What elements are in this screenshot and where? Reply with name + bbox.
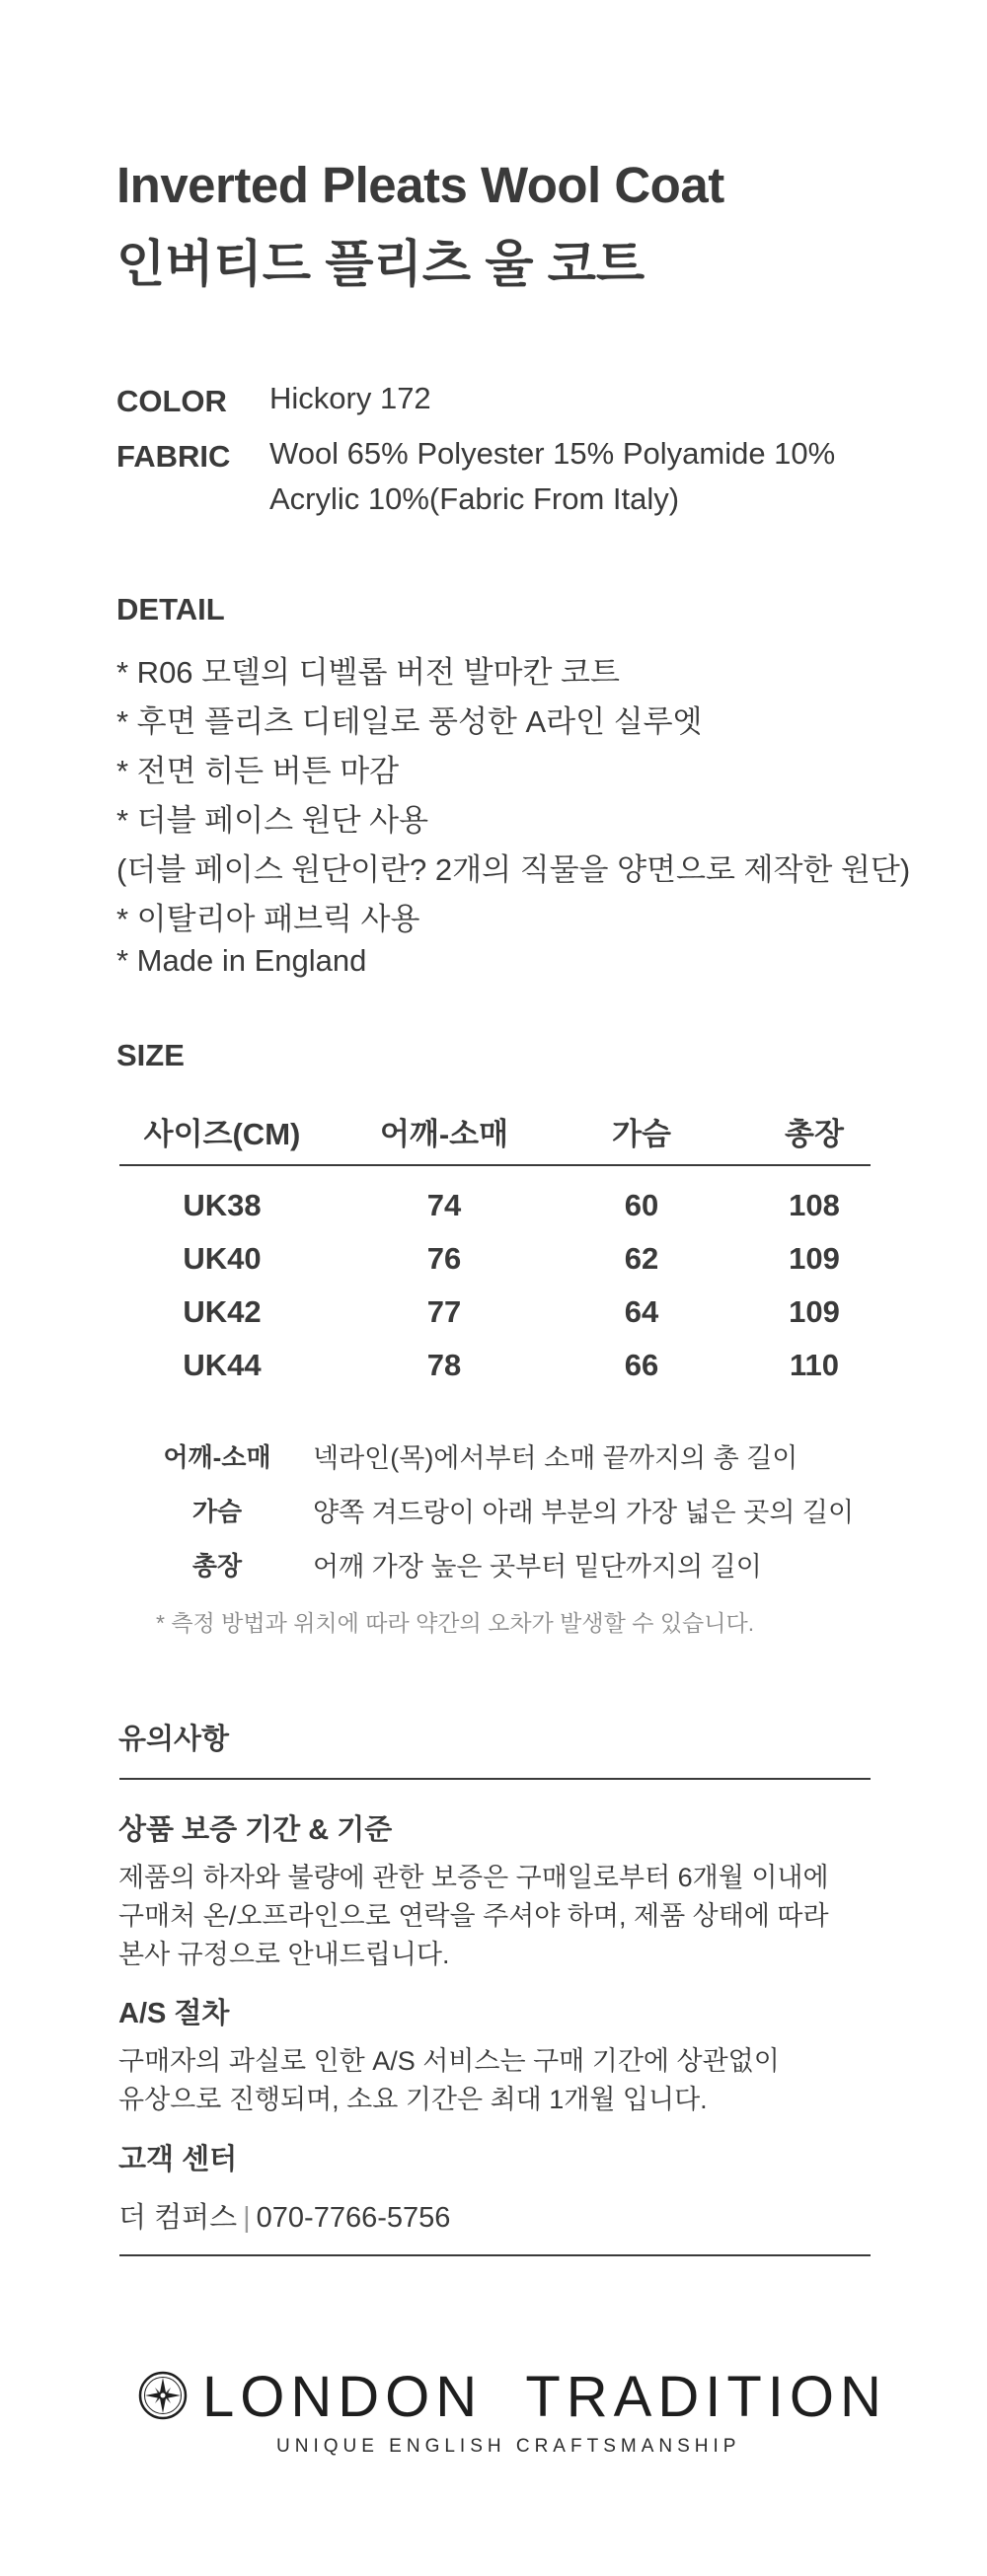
brand-tagline: UNIQUE ENGLISH CRAFTSMANSHIP [276,2436,741,2457]
size-header-length: 총장 [785,1117,844,1151]
detail-line: * R06 모델의 디벨롭 버전 발마칸 코트 [116,655,620,690]
table-cell: 74 [426,1188,462,1222]
fabric-label: FABRIC [116,439,231,474]
size-table-divider [119,1164,871,1166]
warranty-text-line: 제품의 하자와 불량에 관한 보증은 구매일로부터 6개월 이내에 [118,1863,829,1892]
table-cell: UK40 [183,1241,262,1276]
brand-name: LONDON TRADITION [202,2365,887,2429]
customer-center-name: 더 컴퍼스 [118,2202,238,2234]
table-cell: 62 [624,1241,659,1276]
as-heading: A/S 절차 [118,1998,230,2029]
detail-label: DETAIL [116,592,225,626]
compass-star-icon [138,2371,188,2420]
product-title-ko: 인버티드 플리츠 울 코트 [116,236,645,292]
warranty-heading: 상품 보증 기간 & 기준 [118,1814,393,1846]
size-label: SIZE [116,1038,185,1072]
color-value: Hickory 172 [269,381,431,415]
detail-line: * 후면 플리츠 디테일로 풍성한 A라인 실루엣 [116,704,703,739]
contact-separator: | [243,2202,251,2234]
size-header-size: 사이즈(CM) [143,1117,301,1151]
legend-term: 총장 [191,1551,243,1581]
size-header-shoulder-sleeve: 어깨-소매 [379,1117,509,1151]
fabric-value-line1: Wool 65% Polyester 15% Polyamide 10% [269,436,836,471]
legend-term: 가슴 [191,1497,243,1526]
customer-center-phone[interactable]: 070-7766-5756 [256,2202,451,2234]
color-label: COLOR [116,384,227,418]
detail-line: * Made in England [116,943,367,978]
measurement-note: * 측정 방법과 위치에 따라 약간의 오차가 발생할 수 있습니다. [156,1610,755,1636]
detail-line: * 더블 페이스 원단 사용 [116,803,429,838]
legend-definition: 양쪽 겨드랑이 아래 부분의 가장 넓은 곳의 길이 [313,1498,855,1527]
legend-definition: 넥라인(목)에서부터 소매 끝까지의 총 길이 [313,1443,798,1473]
table-cell: 66 [624,1348,659,1382]
table-cell: 60 [624,1188,659,1222]
notice-divider-bottom [119,2254,871,2256]
as-text-line: 구매자의 과실로 인한 A/S 서비스는 구매 기간에 상관없이 [118,2046,780,2076]
table-cell: UK44 [183,1348,262,1382]
table-cell: 109 [789,1241,840,1276]
size-header-chest: 가슴 [612,1117,671,1151]
product-title-en: Inverted Pleats Wool Coat [116,157,724,213]
table-cell: 64 [624,1294,659,1329]
detail-line: (더블 페이스 원단이란? 2개의 직물을 양면으로 제작한 원단) [116,852,911,887]
warranty-text-line: 본사 규정으로 안내드립니다. [118,1940,450,1969]
fabric-value-line2: Acrylic 10%(Fabric From Italy) [269,481,680,516]
customer-center-heading: 고객 센터 [118,2144,238,2175]
table-cell: 78 [426,1348,462,1382]
table-cell: 77 [426,1294,462,1329]
table-cell: UK38 [183,1188,262,1222]
table-cell: 110 [789,1348,839,1382]
legend-definition: 어깨 가장 높은 곳부터 밑단까지의 길이 [313,1552,762,1582]
detail-line: * 이탈리아 패브릭 사용 [116,902,420,936]
notice-title: 유의사항 [118,1724,230,1755]
notice-divider-top [119,1778,871,1780]
table-cell: 108 [789,1188,840,1222]
table-cell: 109 [789,1294,840,1329]
legend-term: 어깨-소매 [163,1442,271,1472]
as-text-line: 유상으로 진행되며, 소요 기간은 최대 1개월 입니다. [118,2085,708,2114]
detail-line: * 전면 히든 버튼 마감 [116,754,400,788]
table-cell: 76 [426,1241,462,1276]
table-cell: UK42 [183,1294,262,1329]
customer-center-contact [118,2195,450,2236]
warranty-text-line: 구매처 온/오프라인으로 연락을 주셔야 하며, 제품 상태에 따라 [118,1901,829,1931]
